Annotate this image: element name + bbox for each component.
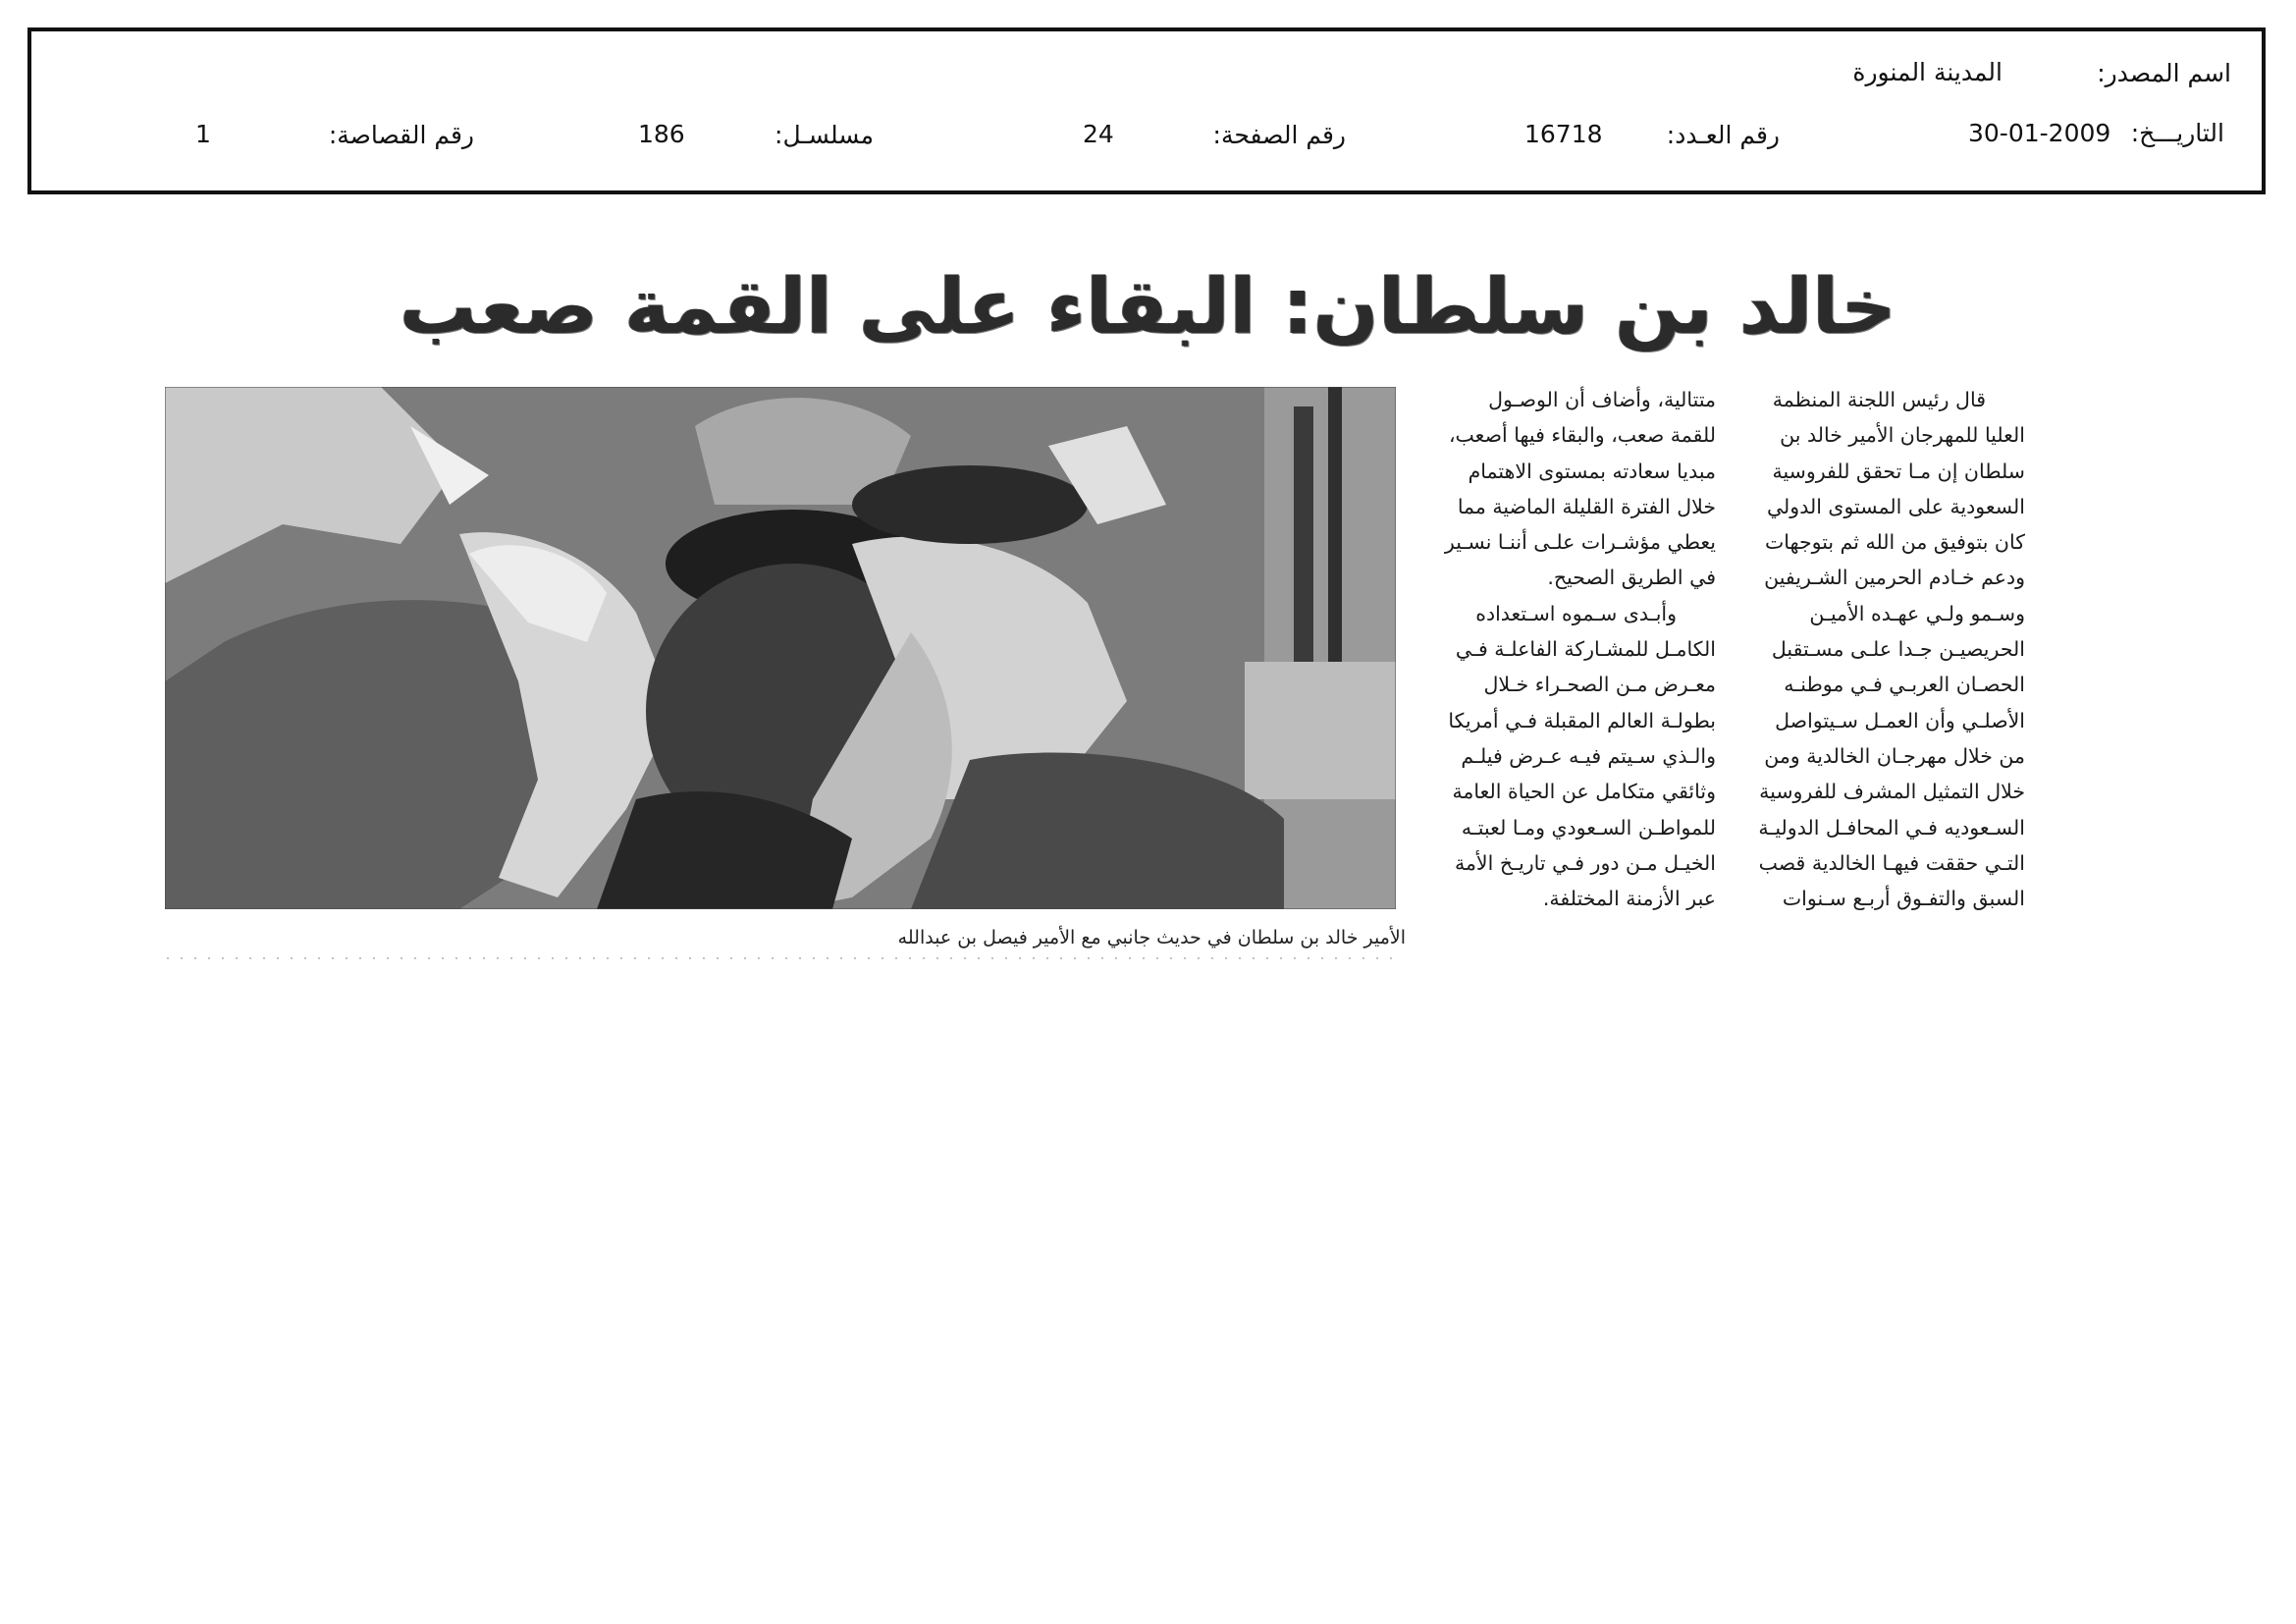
text-line: خلال التمثيل المشرف للفروسية: [1759, 780, 2025, 804]
text-line: السعودية على المستوى الدولي: [1766, 494, 2025, 518]
text-line: للمواطـن السـعودي ومـا لعبتـه: [1461, 815, 1716, 839]
text-line: خلال الفترة القليلة الماضية مما: [1457, 494, 1716, 518]
text-line: السبق والتفـوق أربـع سـنوات: [1782, 887, 2025, 911]
text-line: معـرض مـن الصحـراء خـلال: [1483, 673, 1716, 697]
text-line: وسـمو ولـي عهـده الأميـن: [1809, 601, 2025, 625]
text-line: العليا للمهرجان الأمير خالد بن: [1780, 423, 2025, 448]
text-line: السـعوديه فـي المحافـل الدوليـة: [1758, 815, 2025, 839]
text-line: وثائقي متكامل عن الحياة العامة: [1452, 780, 1716, 804]
text-line: ودعم خـادم الحرمين الشـريفين: [1764, 566, 2025, 590]
text-line: في الطريق الصحيح.: [1547, 566, 1716, 590]
text-line: الخيـل مـن دور فـي تاريـخ الأمة: [1454, 850, 1716, 875]
serial-value: 186: [638, 120, 685, 148]
text-line: من خلال مهرجـان الخالدية ومن: [1764, 743, 2025, 768]
issue-value: 16718: [1524, 120, 1603, 148]
article-paragraph: [1744, 382, 2025, 916]
clipping-label: رقم القصاصة:: [328, 121, 474, 149]
photo-caption: الأمير خالد بن سلطان في حديث جانبي مع الأمير فيصل بن عبدالله: [897, 927, 1406, 948]
article-column-left: [1424, 382, 1716, 916]
text-line: قال رئيس اللجنة المنظمة: [1772, 388, 1986, 411]
article-headline: خالد بن سلطان: البقاء على القمة صعب: [400, 263, 1896, 352]
source-value: المدينة المنورة: [1852, 58, 2002, 86]
clipping-value: 1: [195, 120, 211, 148]
text-line: التـي حققت فيهـا الخالدية قصب: [1758, 850, 2025, 875]
scan-noise-dots: [167, 957, 1404, 959]
page-value: 24: [1083, 120, 1114, 148]
source-label: اسم المصدر:: [2097, 59, 2231, 87]
text-line: الكامـل للمشـاركة الفاعلـة فـي: [1455, 637, 1716, 662]
text-line: الأصلـي وأن العمـل سـيتواصل: [1775, 708, 2025, 732]
text-line: كان بتوفيق من الله ثم بتوجهات: [1764, 530, 2025, 555]
text-line: مبديا سعادته بمستوى الاهتمام: [1468, 459, 1716, 483]
text-line: الحريصيـن جـدا علـى مسـتقبل: [1771, 637, 2025, 662]
text-line: وأبـدى سـموه اسـتعداده: [1475, 601, 1677, 625]
page-label: رقم الصفحة:: [1212, 121, 1346, 149]
article-column-right: [1744, 382, 2025, 916]
issue-label: رقم العـدد:: [1666, 121, 1780, 149]
clipping-metadata-box: [27, 27, 2266, 194]
date-label: التاريـــخ:: [2130, 119, 2224, 147]
text-line: للقمة صعب، والبقاء فيها أصعب،: [1448, 423, 1716, 448]
text-line: والـذي سـيتم فيـه عـرض فيلـم: [1461, 743, 1716, 768]
text-line: عبر الأزمنة المختلفة.: [1542, 887, 1716, 911]
serial-label: مسلسـل:: [774, 121, 874, 149]
date-value: 30-01-2009: [1968, 119, 2111, 147]
article-paragraph: [1424, 596, 1716, 917]
text-line: متتالية، وأضاف أن الوصـول: [1488, 388, 1716, 411]
text-line: يعطي مؤشـرات علـى أننـا نسـير: [1444, 530, 1716, 555]
text-line: سلطان إن مـا تحقق للفروسية: [1772, 459, 2025, 483]
text-line: الحصـان العربـي فـي موطنـه: [1784, 673, 2025, 697]
article-photo: [165, 387, 1396, 909]
text-line: بطولـة العالم المقبلة فـي أمريكا: [1448, 708, 1716, 732]
article-paragraph: [1424, 382, 1716, 596]
